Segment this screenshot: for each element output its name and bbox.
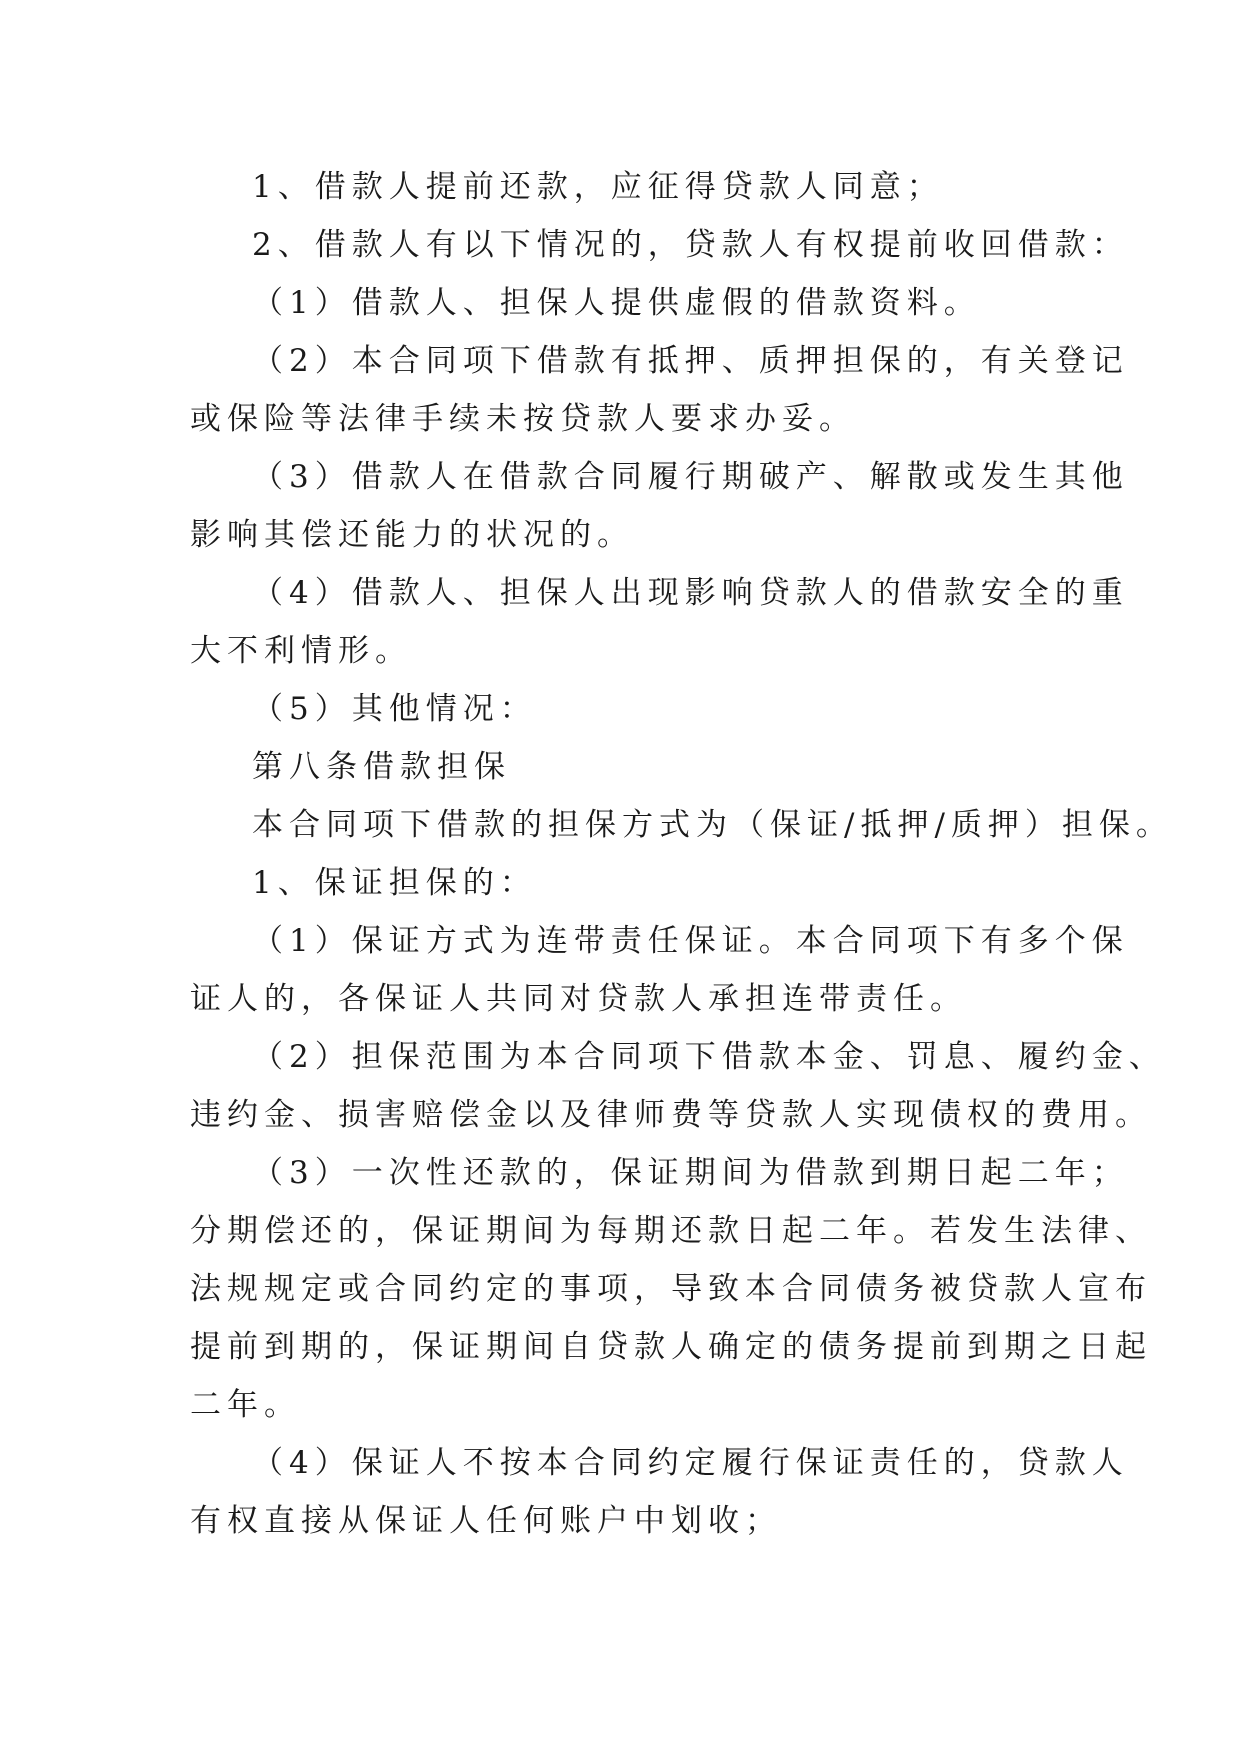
- text-line: 提前到期的，保证期间自贷款人确定的债务提前到期之日起: [190, 1329, 1152, 1365]
- text-line: 分期偿还的，保证期间为每期还款日起二年。若发生法律、: [190, 1213, 1152, 1249]
- text-line: 法规规定或合同约定的事项，导致本合同债务被贷款人宣布: [190, 1271, 1152, 1307]
- text-line: （2）担保范围为本合同项下借款本金、罚息、履约金、: [252, 1039, 1166, 1075]
- text-line: 本合同项下借款的担保方式为（保证/抵押/质押）担保。: [252, 807, 1173, 843]
- text-line: 或保险等法律手续未按贷款人要求办妥。: [190, 401, 856, 437]
- text-line: 影响其偿还能力的状况的。: [190, 517, 634, 553]
- section-heading: 第八条借款担保: [252, 749, 511, 785]
- text-line: （1）借款人、担保人提供虚假的借款资料。: [252, 285, 981, 321]
- text-line: （4）保证人不按本合同约定履行保证责任的，贷款人: [252, 1445, 1129, 1481]
- text-line: 1、借款人提前还款，应征得贷款人同意；: [252, 169, 944, 205]
- text-line: （1）保证方式为连带责任保证。本合同项下有多个保: [252, 923, 1129, 959]
- text-line: 二年。: [190, 1387, 301, 1423]
- text-line: 大不利情形。: [190, 633, 412, 669]
- text-line: 有权直接从保证人任何账户中划收；: [190, 1503, 782, 1539]
- text-line: （5）其他情况：: [252, 691, 537, 727]
- document-body: [190, 158, 1173, 1550]
- text-line: 1、保证担保的：: [252, 865, 537, 901]
- text-line: （2）本合同项下借款有抵押、质押担保的，有关登记: [252, 343, 1129, 379]
- text-line: 违约金、损害赔偿金以及律师费等贷款人实现债权的费用。: [190, 1097, 1152, 1133]
- text-line: 2、借款人有以下情况的，贷款人有权提前收回借款：: [252, 227, 1129, 263]
- text-line: （3）借款人在借款合同履行期破产、解散或发生其他: [252, 459, 1129, 495]
- text-line: （3）一次性还款的，保证期间为借款到期日起二年；: [252, 1155, 1129, 1191]
- text-line: （4）借款人、担保人出现影响贷款人的借款安全的重: [252, 575, 1129, 611]
- text-line: 证人的，各保证人共同对贷款人承担连带责任。: [190, 981, 967, 1017]
